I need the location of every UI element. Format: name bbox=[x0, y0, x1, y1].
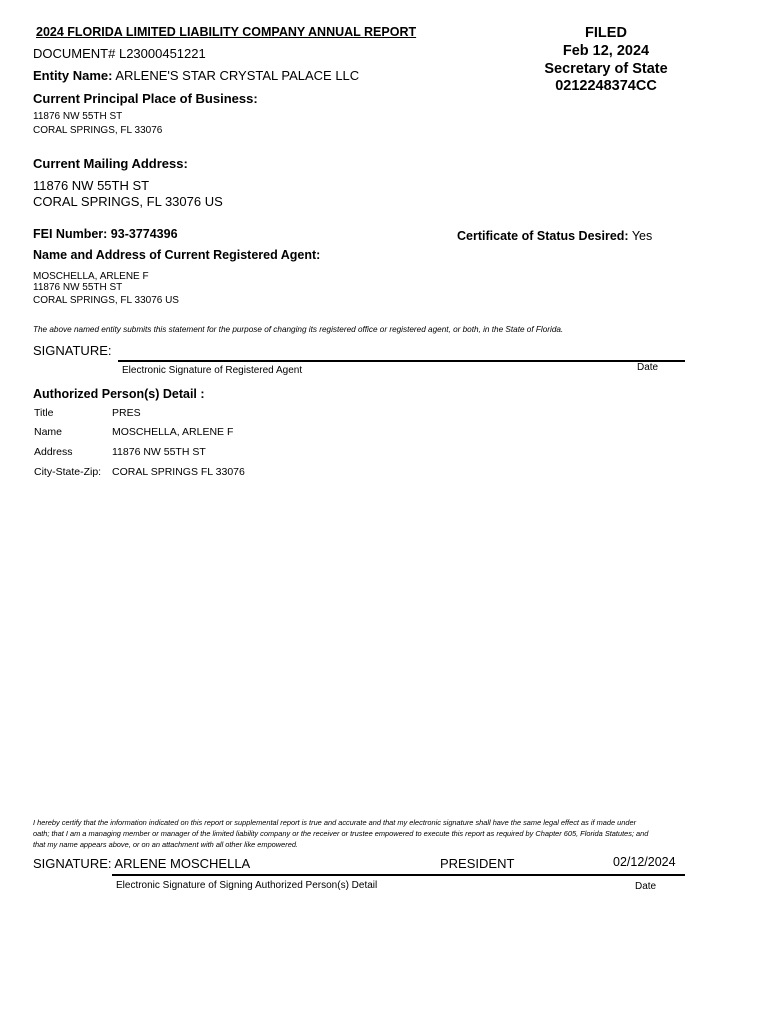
mailing-address-line1: 11876 NW 55TH ST bbox=[33, 178, 150, 193]
agent-signature-label: SIGNATURE: bbox=[33, 343, 112, 358]
certificate-label: Certificate of Status Desired: bbox=[457, 229, 629, 243]
document-number: L23000451221 bbox=[118, 46, 206, 61]
authorized-row-value: MOSCHELLA, ARLENE F bbox=[112, 426, 234, 438]
principal-place-label: Current Principal Place of Business: bbox=[33, 91, 258, 106]
filed-label: FILED bbox=[585, 25, 627, 41]
filed-authority: Secretary of State bbox=[544, 61, 668, 77]
agent-address-line1: 11876 NW 55TH ST bbox=[33, 282, 123, 293]
final-signature-caption: Electronic Signature of Signing Authorized Person(s) Detail bbox=[116, 880, 378, 891]
report-title: 2024 FLORIDA LIMITED LIABILITY COMPANY ANNUAL REPORT bbox=[36, 25, 417, 39]
mailing-address-label: Current Mailing Address: bbox=[33, 156, 188, 171]
authorized-row-value: PRES bbox=[112, 407, 141, 419]
certificate-value: Yes bbox=[631, 229, 653, 243]
signer-name: ARLENE MOSCHELLA bbox=[114, 856, 251, 871]
principal-address-line1: 11876 NW 55TH ST bbox=[33, 111, 123, 122]
certificate-row bbox=[457, 229, 652, 243]
signer-title: PRESIDENT bbox=[440, 856, 515, 871]
signature-date: 02/12/2024 bbox=[613, 855, 676, 869]
authorized-row-field: City-State-Zip: bbox=[34, 466, 102, 478]
entity-name: ARLENE'S STAR CRYSTAL PALACE LLC bbox=[115, 68, 360, 83]
fei-row bbox=[33, 227, 178, 241]
filed-number: 0212248374CC bbox=[555, 78, 657, 94]
authorized-row-value: CORAL SPRINGS FL 33076 bbox=[112, 466, 245, 478]
filed-date: Feb 12, 2024 bbox=[562, 43, 650, 59]
agent-signature-date-label: Date bbox=[637, 362, 659, 373]
fei-number: 93-3774396 bbox=[110, 227, 178, 241]
certification-line2: oath; that I am a managing member or manager of the limited liability company or the receiver or trustee empowered to execute this report as required by Chapter 605, Florida Statutes; and bbox=[33, 829, 649, 838]
final-signature-row bbox=[33, 856, 250, 871]
final-signature-date-label: Date bbox=[635, 881, 657, 892]
certification-line3: that my name appears above, or on an attachment with all other like empowered. bbox=[33, 840, 298, 849]
entity-name-label: Entity Name: bbox=[33, 68, 113, 83]
registered-agent-label: Name and Address of Current Registered Agent: bbox=[33, 248, 321, 262]
authorized-row-field: Title bbox=[34, 407, 54, 419]
agent-signature-caption: Electronic Signature of Registered Agent bbox=[122, 365, 303, 376]
principal-address-line2: CORAL SPRINGS, FL 33076 bbox=[33, 125, 163, 136]
authorized-row-value: 11876 NW 55TH ST bbox=[112, 446, 206, 458]
agent-address-line2: CORAL SPRINGS, FL 33076 US bbox=[33, 295, 179, 306]
authorized-row-field: Address bbox=[34, 446, 73, 458]
entity-name-row bbox=[33, 68, 359, 83]
authorized-persons-label: Authorized Person(s) Detail : bbox=[33, 387, 205, 401]
agent-signature-line bbox=[118, 360, 685, 362]
fei-label: FEI Number: bbox=[33, 227, 108, 241]
document-label: DOCUMENT# bbox=[33, 46, 116, 61]
authorized-row-field: Name bbox=[34, 426, 63, 438]
agent-statement: The above named entity submits this statement for the purpose of changing its registered office or registered agent, or both, in the State of Florida. bbox=[33, 325, 564, 334]
mailing-address-line2: CORAL SPRINGS, FL 33076 US bbox=[33, 194, 223, 209]
document-number-row bbox=[33, 46, 206, 61]
certification-line1: I hereby certify that the information indicated on this report or supplemental report is true and accurate and that my electronic signature shall have the same legal effect as if made under bbox=[33, 818, 637, 827]
final-signature-label: SIGNATURE: bbox=[33, 856, 112, 871]
agent-name: MOSCHELLA, ARLENE F bbox=[33, 271, 149, 282]
final-signature-line bbox=[112, 874, 685, 876]
